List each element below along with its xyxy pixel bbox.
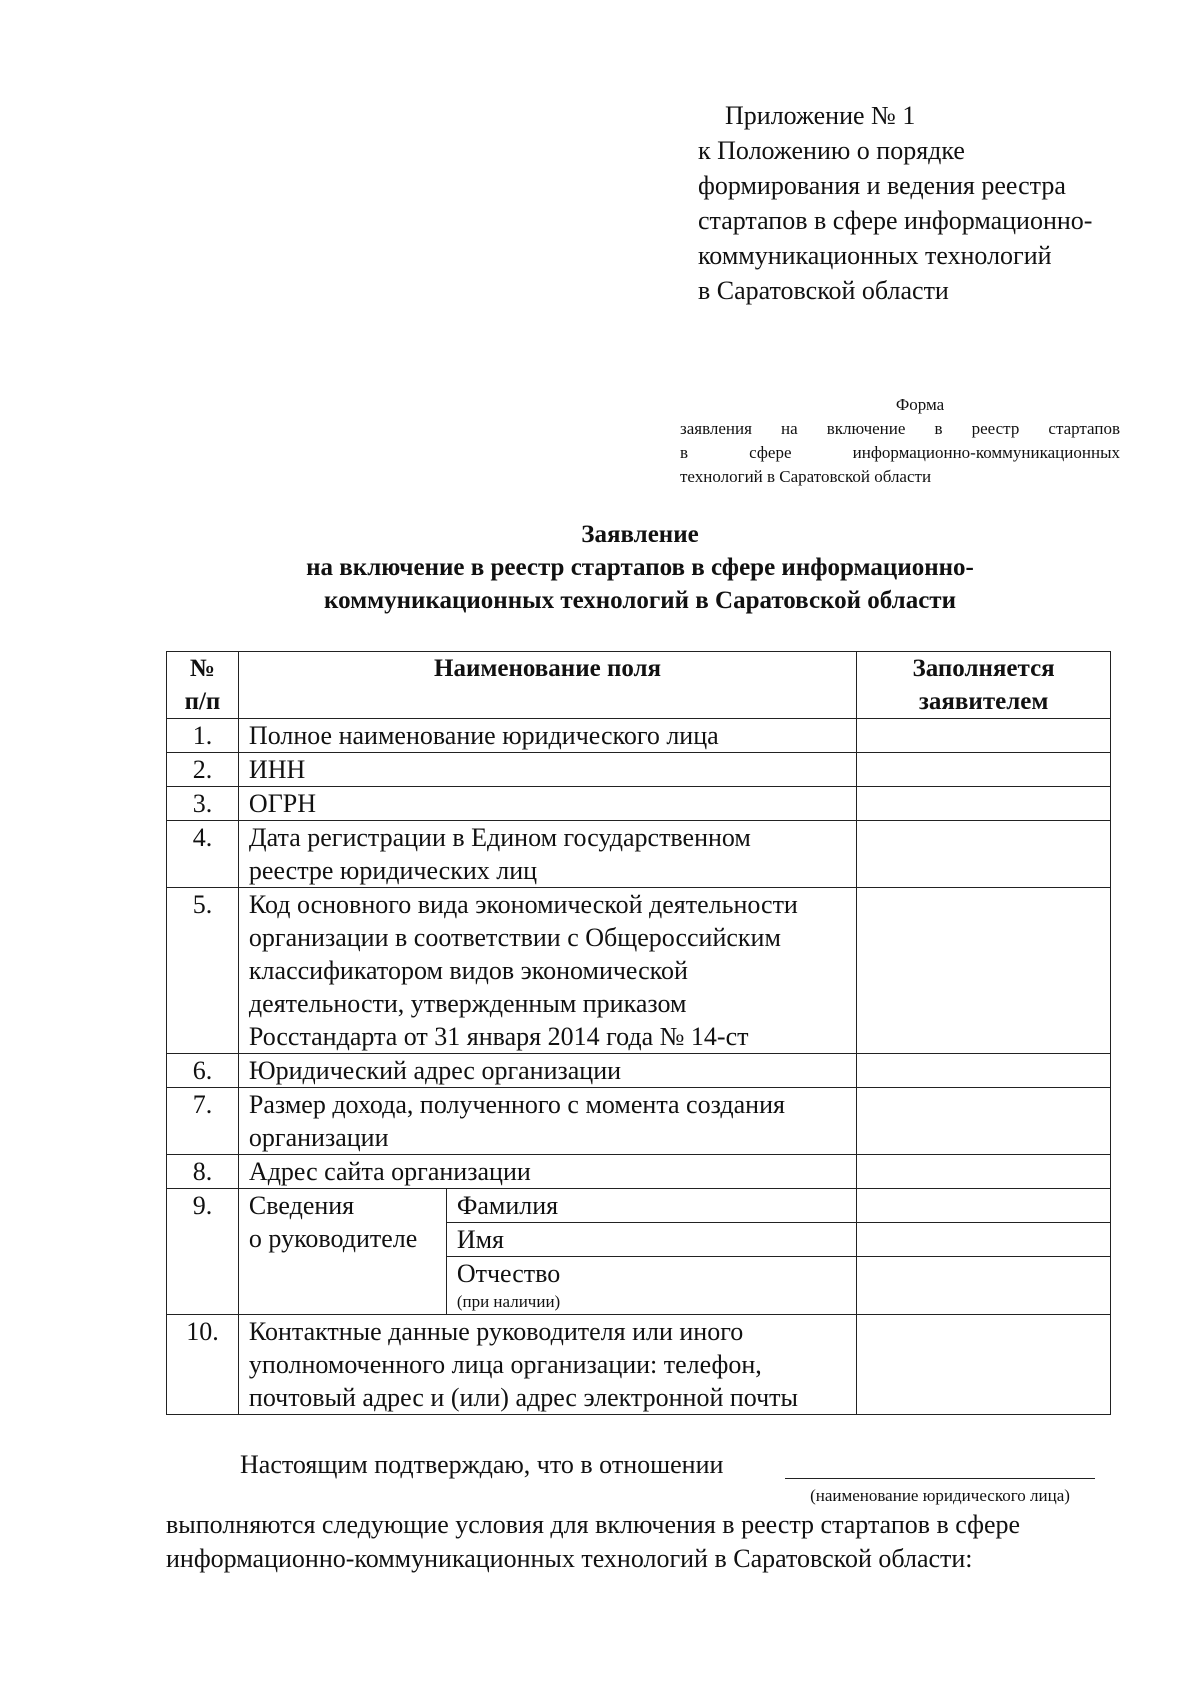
row-value-cell[interactable] [857,821,1111,888]
header-name: Наименование поля [238,652,856,719]
row-field-line: Размер дохода, полученного с момента создания [248,1090,785,1119]
row-field-line: организации в соответствии с Общероссийским [248,923,781,952]
row-field-name [238,753,856,787]
header-num-line: № [189,655,216,682]
conditions-line: выполняются следующие условия для включения в реестр стартапов в сфере [166,1510,1021,1539]
appendix-line: формирования и ведения реестра [698,171,1066,200]
subfield-label: Отчество [456,1259,561,1288]
row-field-name [238,1155,856,1189]
appendix-line: стартапов в сфере информационно- [698,206,1093,235]
appendix-header [698,98,1138,308]
manager-subfield [446,1257,856,1315]
row-field-name [238,821,856,888]
table-row [167,888,1111,1054]
application-table [166,651,1111,1415]
subfield-label: Имя [456,1225,505,1254]
row-value-cell[interactable] [857,1315,1111,1415]
title-line: Заявление [581,521,699,548]
header-value-line: Заполняется [912,655,1055,682]
title-line: на включение в реестр стартапов в сфере информационно- [306,554,974,581]
row-field-line: уполномоченного лица организации: телефон, [248,1350,762,1379]
appendix-line: в Саратовской области [698,276,949,305]
table-row [167,821,1111,888]
entity-name-caption: (наименование юридического лица) [810,1486,1070,1505]
header-num [167,652,239,719]
form-note-title: Форма [895,395,945,414]
header-value-line: заявителем [918,688,1049,715]
row-number: 10. [167,1315,239,1415]
row-field-name [238,1054,856,1088]
row-number: 7. [167,1088,239,1155]
conditions-line: информационно-коммуникационных технологий в Саратовской области: [166,1544,973,1573]
subfield-note: (при наличии) [456,1292,561,1311]
table-row [167,1155,1111,1189]
row-field-line: Код основного вида экономической деятельности [248,890,798,919]
row-value-cell[interactable] [857,1223,1111,1257]
header-num-line: п/п [184,688,221,715]
row-field-line: почтовый адрес и (или) адрес электронной почты [248,1383,799,1412]
row-value-cell[interactable] [857,753,1111,787]
form-note [680,393,1120,489]
appendix-line: коммуникационных технологий [698,241,1052,270]
row-field-name [238,787,856,821]
row-field-name [238,1189,446,1315]
table-row [167,1054,1111,1088]
table-row [167,1315,1111,1415]
row-number: 8. [167,1155,239,1189]
row-field-name [238,1088,856,1155]
row-value-cell[interactable] [857,888,1111,1054]
manager-subfield [446,1223,856,1257]
row-number: 6. [167,1054,239,1088]
table-header-row [167,652,1111,719]
row-field-line: Контактные данные руководителя или иного [248,1317,744,1346]
row-number: 5. [167,888,239,1054]
row-field-line: ИНН [248,755,306,784]
row-field-line: ОГРН [248,789,316,818]
row-field-name [238,1315,856,1415]
table-row [167,719,1111,753]
appendix-line: Приложение № 1 [725,101,916,130]
row-value-cell[interactable] [857,1257,1111,1315]
confirmation-text: Настоящим подтверждаю, что в отношении [240,1450,724,1479]
row-field-line: реестре юридических лиц [248,856,538,885]
title-line: коммуникационных технологий в Саратовской области [324,587,956,614]
row-value-cell[interactable] [857,1189,1111,1223]
manager-subfield [446,1189,856,1223]
row-field-line: деятельности, утвержденным приказом [248,989,687,1018]
document-title [160,518,1120,617]
row-number: 3. [167,787,239,821]
row-value-cell[interactable] [857,1155,1111,1189]
conditions-text [166,1508,1111,1576]
table-row [167,753,1111,787]
row-field-line: Юридический адрес организации [248,1056,622,1085]
row-field-line: о руководителе [248,1224,418,1253]
entity-name-blank[interactable] [785,1478,1095,1479]
row-field-line: Дата регистрации в Едином государственном [248,823,751,852]
row-value-cell[interactable] [857,719,1111,753]
row-field-line: Сведения [248,1191,355,1220]
appendix-line: к Положению о порядке [698,136,965,165]
form-note-line: заявления на включение в реестр стартапов [680,419,1120,438]
table-row-manager [167,1189,1111,1223]
row-value-cell[interactable] [857,787,1111,821]
row-number: 9. [167,1189,239,1315]
table-row [167,787,1111,821]
form-note-line: технологий в Саратовской области [680,467,932,486]
row-field-line: Адрес сайта организации [248,1157,531,1186]
row-number: 2. [167,753,239,787]
row-value-cell[interactable] [857,1088,1111,1155]
subfield-label: Фамилия [456,1191,559,1220]
row-number: 1. [167,719,239,753]
row-field-line: классификатором видов экономической [248,956,688,985]
row-field-line: Росстандарта от 31 января 2014 года № 14-ст [248,1022,749,1051]
row-number: 4. [167,821,239,888]
row-value-cell[interactable] [857,1054,1111,1088]
row-field-name [238,719,856,753]
header-value [857,652,1111,719]
row-field-line: организации [248,1123,389,1152]
row-field-line: Полное наименование юридического лица [248,721,719,750]
table-row [167,1088,1111,1155]
form-note-line: в сфере информационно-коммуникационных [680,443,1120,462]
row-field-name [238,888,856,1054]
